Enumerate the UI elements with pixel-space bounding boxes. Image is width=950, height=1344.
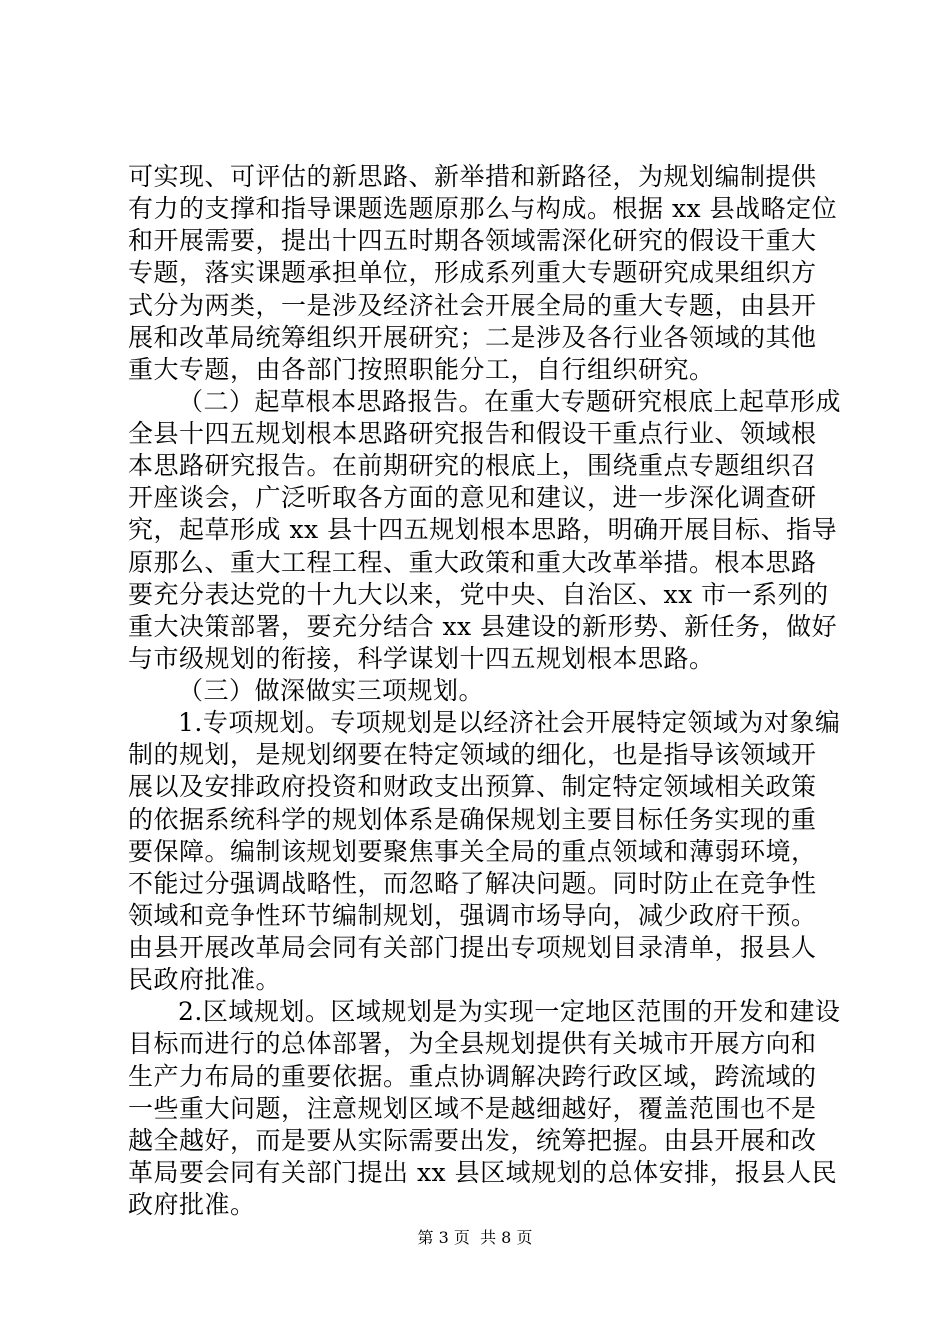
text-line: 和开展需要，提出十四五时期各领域需深化研究的假设干重大 bbox=[128, 226, 817, 255]
text-line: 原那么、重大工程工程、重大政策和重大改革举措。根本思路 bbox=[128, 548, 817, 577]
text-line: 与市级规划的衔接，科学谋划十四五规划根本思路。 bbox=[128, 644, 715, 673]
text-line: 1.专项规划。专项规划是以经济社会开展特定领域为对象编 bbox=[178, 708, 841, 737]
text-line: 越全越好，而是要从实际需要出发，统筹把握。由县开展和改 bbox=[128, 1126, 817, 1155]
text-line: 由县开展改革局会同有关部门提出专项规划目录清单，报县人 bbox=[128, 933, 817, 962]
text-line: 要充分表达党的十九大以来，党中央、自治区、xx 市一系列的 bbox=[128, 580, 829, 609]
text-line: 政府批准。 bbox=[128, 1190, 256, 1219]
text-line: 全县十四五规划根本思路研究报告和假设干重点行业、领域根 bbox=[128, 419, 817, 448]
text-line: 重大决策部署，要充分结合 xx 县建设的新形势、新任务，做好 bbox=[128, 612, 838, 641]
text-line: 制的规划，是规划纲要在特定领域的细化，也是指导该领域开 bbox=[128, 740, 817, 769]
text-line: （二）起草根本思路报告。在重大专题研究根底上起草形成 bbox=[178, 387, 842, 416]
text-line: 的依据系统科学的规划体系是确保规划主要目标任务实现的重 bbox=[128, 805, 817, 834]
text-line: 一些重大问题，注意规划区域不是越细越好，覆盖范围也不是 bbox=[128, 1094, 817, 1123]
text-line: （三）做深做实三项规划。 bbox=[178, 676, 485, 705]
text-line: 有力的支撑和指导课题选题原那么与构成。根据 xx 县战略定位 bbox=[128, 194, 838, 223]
text-line: 本思路研究报告。在前期研究的根底上，围绕重点专题组织召 bbox=[128, 451, 817, 480]
text-line: 究，起草形成 xx 县十四五规划根本思路，明确开展目标、指导 bbox=[128, 515, 838, 544]
text-line: 开座谈会，广泛听取各方面的意见和建议，进一步深化调查研 bbox=[128, 483, 817, 512]
page-number-footer: 第 3 页 共 8 页 bbox=[417, 1228, 533, 1247]
text-line: 展以及安排政府投资和财政支出预算、制定特定领域相关政策 bbox=[128, 772, 817, 801]
text-line: 革局要会同有关部门提出 xx 县区域规划的总体安排，报县人民 bbox=[128, 1158, 838, 1187]
text-line: 重大专题，由各部门按照职能分工，自行组织研究。 bbox=[128, 355, 715, 384]
text-line: 领域和竞争性环节编制规划，强调市场导向，减少政府干预。 bbox=[128, 901, 817, 930]
text-line: 展和改革局统筹组织开展研究；二是涉及各行业各领域的其他 bbox=[128, 323, 817, 352]
text-line: 可实现、可评估的新思路、新举措和新路径，为规划编制提供 bbox=[128, 162, 817, 191]
text-line: 式分为两类，一是涉及经济社会开展全局的重大专题，由县开 bbox=[128, 291, 817, 320]
text-line: 2.区域规划。区域规划是为实现一定地区范围的开发和建设 bbox=[178, 997, 841, 1026]
text-line: 目标而进行的总体部署，为全县规划提供有关城市开展方向和 bbox=[128, 1029, 817, 1058]
text-line: 要保障。编制该规划要聚焦事关全局的重点领域和薄弱环境， bbox=[128, 837, 817, 866]
text-line: 专题，落实课题承担单位，形成系列重大专题研究成果组织方 bbox=[128, 258, 817, 287]
text-line: 生产力布局的重要依据。重点协调解决跨行政区域，跨流域的 bbox=[128, 1062, 817, 1091]
text-line: 不能过分强调战略性，而忽略了解决问题。同时防止在竞争性 bbox=[128, 869, 817, 898]
text-line: 民政府批准。 bbox=[128, 965, 282, 994]
